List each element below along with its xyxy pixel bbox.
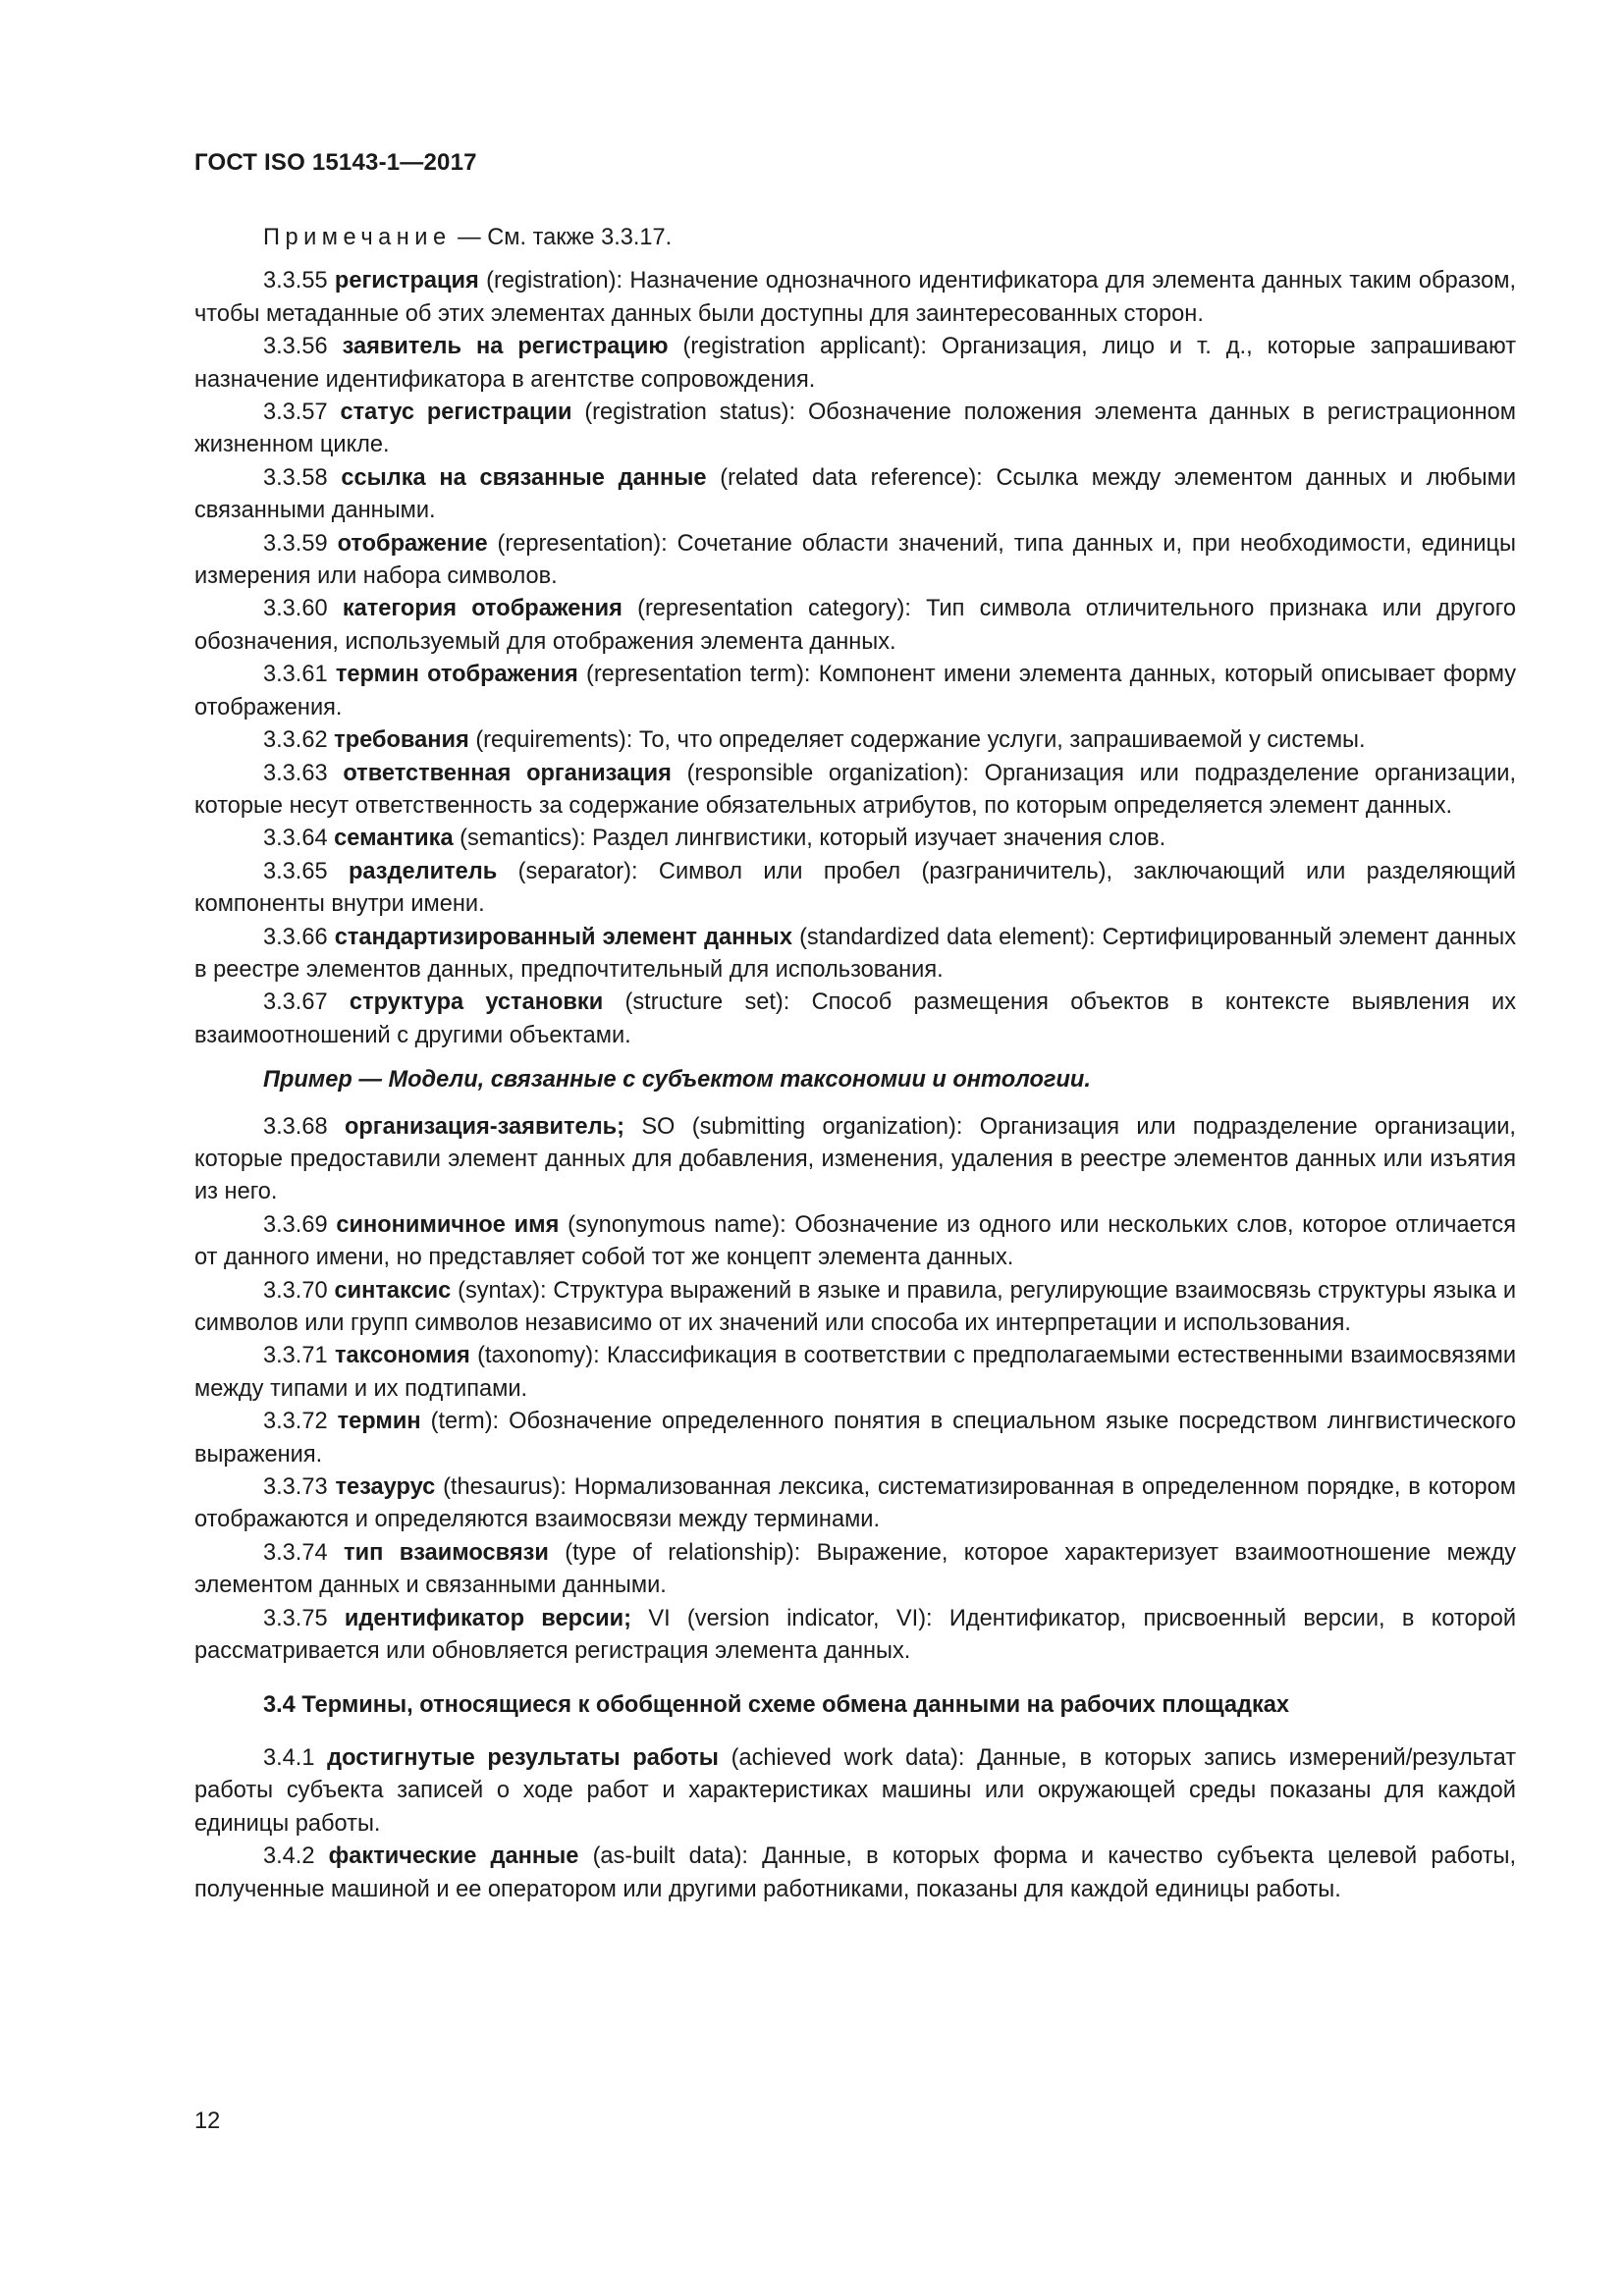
entry-definition: (semantics): Раздел лингвистики, который изучает значения слов. xyxy=(453,826,1166,852)
entry-number: 3.3.57 xyxy=(263,400,341,426)
entry-number: 3.3.65 xyxy=(263,858,349,884)
note-label: Примечание xyxy=(263,225,452,250)
entry-term: разделитель xyxy=(348,858,498,884)
entry-definition: (taxonomy): Классификация в соответствии с предполагаемыми естественными взаимосвязями между типами и их подтипами. xyxy=(194,1343,1516,1402)
entry-term: достигнутые результаты работы xyxy=(327,1744,719,1771)
term-entry-3-3-63 xyxy=(194,758,1516,824)
note xyxy=(194,222,1516,254)
entry-definition: (representation): Сочетание области значений, типа данных и, при необходимости, единицы измерения или набора символов. xyxy=(194,530,1516,590)
entry-definition: (syntax): Структура выражений в языке и правила, регулирующие взаимосвязь структуры языка и символов или групп символов независимо от их значений или способа их интерпретации и использования. xyxy=(194,1277,1516,1336)
entry-definition: (representation category): Тип символа отличительного признака или другого обозначения, используемый для отображения элемента данных. xyxy=(194,596,1517,655)
entry-term: структура установки xyxy=(349,989,604,1016)
term-entry-3-4-2 xyxy=(194,1841,1516,1906)
entry-number: 3.3.74 xyxy=(263,1539,345,1566)
entry-number: 3.3.68 xyxy=(263,1113,345,1140)
term-entry-3-3-65 xyxy=(194,856,1516,922)
term-entry-3-3-64 xyxy=(194,823,1516,855)
term-entry-3-4-1 xyxy=(194,1742,1516,1841)
term-entry-3-3-75 xyxy=(194,1603,1516,1669)
entry-number: 3.3.61 xyxy=(263,662,336,688)
entry-definition: (as-built data): Данные, в которых форма и качество субъекта целевой работы, полученные машиной и ее оператором или другими работниками, показаны для каждой единицы работы. xyxy=(194,1843,1517,1902)
entry-term: стандартизированный элемент данных xyxy=(334,924,792,950)
entry-term: семантика xyxy=(334,826,454,852)
entry-number: 3.3.66 xyxy=(263,924,335,950)
note-text: — См. также 3.3.17. xyxy=(451,225,673,250)
term-entry-3-3-71 xyxy=(194,1340,1516,1406)
entry-definition: SO (submitting organization): Организация или подразделение организации, которые предоставили элемент данных для добавления, изменения, удаления в реестре элементов данных или изъятия из него. xyxy=(194,1113,1516,1205)
entry-number: 3.3.71 xyxy=(263,1343,335,1369)
entry-number: 3.4.2 xyxy=(263,1843,329,1870)
entry-definition: (related data reference): Ссылка между элементом данных и любыми связанными данными. xyxy=(194,464,1516,524)
entry-term: категория отображения xyxy=(342,596,623,622)
entry-definition: (registration status): Обозначение положения элемента данных в регистрационном жизненном цикле. xyxy=(194,400,1517,458)
entry-term: термин xyxy=(337,1409,421,1435)
term-entry-3-3-72 xyxy=(194,1406,1516,1471)
entry-term: заявитель на регистрацию xyxy=(342,334,669,360)
entry-term: тезаурус xyxy=(335,1474,436,1501)
term-entry-3-3-59 xyxy=(194,528,1516,594)
entry-number: 3.3.56 xyxy=(263,334,343,360)
entry-number: 3.3.64 xyxy=(263,826,335,852)
entry-definition: (requirements): То, что определяет содержание услуги, запрашиваемой у системы. xyxy=(468,727,1366,754)
entry-definition: (standardized data element): Сертифицированный элемент данных в реестре элементов данных, предпочтительный для использования. xyxy=(194,924,1517,983)
term-entry-3-3-70 xyxy=(194,1275,1516,1341)
document-body xyxy=(194,222,1516,1906)
term-entry-3-3-60 xyxy=(194,593,1516,659)
entry-term: синтаксис xyxy=(334,1277,452,1304)
term-entry-3-3-55 xyxy=(194,265,1516,331)
entry-number: 3.3.55 xyxy=(263,268,335,294)
entry-definition: (synonymous name): Обозначение из одного или нескольких слов, которое отличается от данного имени, но представляет собой тот же концепт элемента данных. xyxy=(194,1211,1516,1271)
term-entry-3-3-74 xyxy=(194,1537,1516,1603)
entry-definition: (term): Обозначение определенного понятия в специальном языке посредством лингвистического выражения. xyxy=(194,1409,1516,1468)
entry-number: 3.3.69 xyxy=(263,1211,337,1238)
entry-definition: (registration applicant): Организация, лицо и т. д., которые запрашивают назначение идентификатора в агентстве сопровождения. xyxy=(194,334,1517,393)
entry-number: 3.3.62 xyxy=(263,727,335,754)
entry-term: регистрация xyxy=(334,268,479,294)
entry-term: отображение xyxy=(337,530,488,557)
entry-definition: (registration): Назначение однозначного идентификатора для элемента данных таким образом, чтобы метаданные об этих элементах данных были доступны для заинтересованных сторон. xyxy=(194,268,1516,327)
term-entry-3-3-68 xyxy=(194,1111,1516,1209)
entry-term: термин отображения xyxy=(335,662,578,688)
entry-number: 3.3.70 xyxy=(263,1277,335,1304)
entry-definition: VI (version indicator, VI): Идентификатор, присвоенный версии, в которой рассматривается или обновляется регистрация элемента данных. xyxy=(194,1605,1517,1665)
term-entry-3-3-73 xyxy=(194,1471,1516,1537)
entry-number: 3.3.67 xyxy=(263,989,350,1016)
entry-definition: (structure set): Способ размещения объектов в контексте выявления их взаимоотношений с другими объектами. xyxy=(194,989,1517,1048)
term-entry-3-3-57 xyxy=(194,397,1516,462)
entry-term: фактические данные xyxy=(328,1843,579,1870)
entry-term: организация-заявитель; xyxy=(344,1113,624,1140)
term-entry-3-3-58 xyxy=(194,462,1516,528)
section-heading-3-4: 3.4 Термины, относящиеся к обобщенной схеме обмена данными на рабочих площадках xyxy=(263,1692,1290,1719)
term-entry-3-3-62 xyxy=(194,724,1516,757)
entry-number: 3.3.72 xyxy=(263,1409,338,1435)
term-entry-3-3-61 xyxy=(194,659,1516,724)
entry-term: синонимичное имя xyxy=(336,1211,560,1238)
entry-number: 3.4.1 xyxy=(263,1744,328,1771)
term-entry-3-3-69 xyxy=(194,1209,1516,1275)
entry-definition: (separator): Символ или пробел (разграничитель), заключающий или разделяющий компоненты внутри имени. xyxy=(194,858,1516,918)
entry-number: 3.3.63 xyxy=(263,760,344,786)
entry-term: требования xyxy=(334,727,469,754)
example-note: Пример — Модели, связанные с субъектом таксономии и онтологии. xyxy=(263,1067,1091,1094)
entry-definition: (type of relationship): Выражение, которое характеризует взаимоотношение между элементом данных и связанными данными. xyxy=(194,1539,1517,1599)
entry-number: 3.3.73 xyxy=(263,1474,336,1501)
entry-definition: (responsible organization): Организация или подразделение организации, которые несут ответственность за содержание обязательных атрибутов, по которым определяется элемент данных. xyxy=(194,760,1517,819)
entry-number: 3.3.60 xyxy=(263,596,343,622)
entry-term: ссылка на связанные данные xyxy=(341,464,707,491)
entry-number: 3.3.75 xyxy=(263,1605,345,1631)
term-entry-3-3-56 xyxy=(194,331,1516,397)
document-header: ГОСТ ISO 15143-1—2017 xyxy=(194,149,477,176)
entry-definition: (representation term): Компонент имени элемента данных, который описывает форму отображения. xyxy=(194,662,1516,721)
term-entry-3-3-67 xyxy=(194,987,1516,1052)
entry-term: статус регистрации xyxy=(340,400,572,426)
entry-term: идентификатор версии; xyxy=(344,1605,632,1631)
entry-definition: (achieved work data): Данные, в которых запись измерений/результат работы субъекта записей о ходе работ и характеристиках машины или окружающей среды показаны для каждой единицы работы. xyxy=(194,1744,1516,1837)
entry-term: ответственная организация xyxy=(343,760,672,786)
entry-number: 3.3.58 xyxy=(263,464,342,491)
entry-term: тип взаимосвязи xyxy=(344,1539,549,1566)
entry-definition: (thesaurus): Нормализованная лексика, систематизированная в определенном порядке, в котором отображаются и определяются взаимосвязи между терминами. xyxy=(194,1474,1516,1533)
entry-number: 3.3.59 xyxy=(263,530,338,557)
term-entry-3-3-66 xyxy=(194,922,1516,988)
entry-term: таксономия xyxy=(334,1343,470,1369)
page-number: 12 xyxy=(194,2109,221,2134)
